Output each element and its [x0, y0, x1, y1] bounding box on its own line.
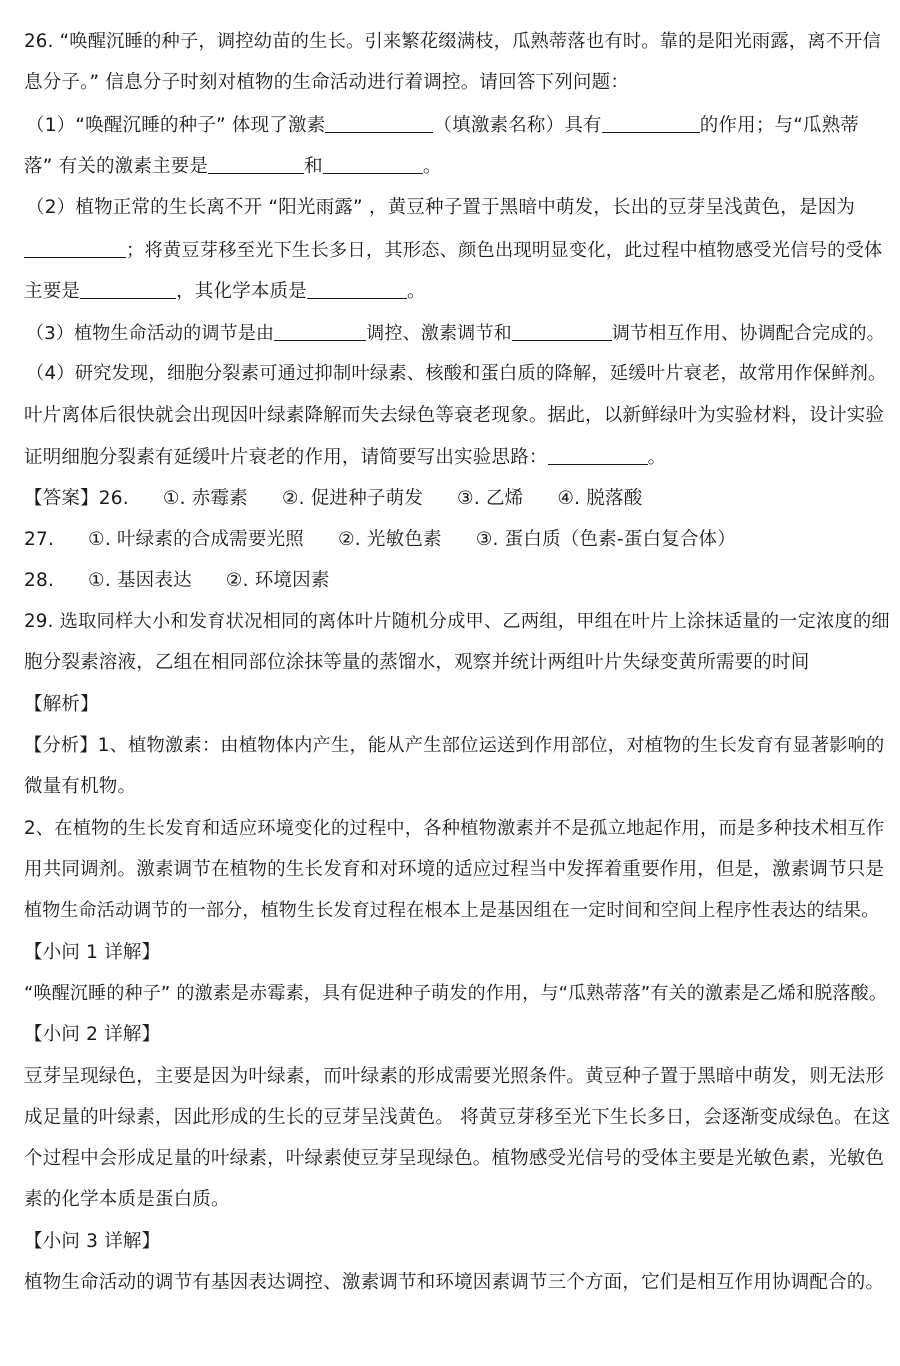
sub-question-2-line-1: 豆芽呈现绿色，主要是因为叶绿素，而叶绿素的形成需要光照条件。黄豆种子置于黑暗中萌发，则无法形 — [24, 1066, 885, 1087]
answer-blank — [24, 237, 126, 258]
text-segment: 调控、激素调节和 — [366, 323, 512, 344]
sub-question-2-line-4: 素的化学本质是蛋白质。 — [24, 1189, 230, 1210]
answer-blank — [512, 320, 612, 341]
analysis-point-2-line-3: 植物生命活动调节的一部分，植物生长发育过程在根本上是基因组在一定时间和空间上程序性表达的结果。 — [24, 900, 880, 921]
answer-blank — [307, 278, 407, 299]
answer-blank — [325, 112, 433, 133]
answer-number: 27. — [24, 529, 55, 550]
analysis-point-2-line-1: 2、在植物的生长发育和适应环境变化的过程中，各种植物激素并不是孤立地起作用，而是多种技术相互作 — [24, 818, 885, 839]
answer-blank — [208, 153, 304, 174]
text-segment: （填激素名称）具有 — [433, 115, 602, 136]
q26-part2-line-1: （2）植物正常的生长离不开 “阳光雨露” ，黄豆种子置于黑暗中萌发，长出的豆芽呈浅黄色，是因为 — [26, 197, 856, 218]
sub-question-2-line-2: 成足量的叶绿素，因此形成的生长的豆芽呈浅黄色。 将黄豆芽移至光下生长多日，会逐渐变成绿色。在这 — [24, 1107, 891, 1128]
q26-part3-line — [26, 320, 885, 347]
q26-part1-line-1 — [26, 112, 859, 139]
answer-blank — [80, 278, 176, 299]
sub-question-1-text: “唤醒沉睡的种子” 的激素是赤霉素，具有促进种子萌发的作用，与“瓜熟蒂落”有关的激素是乙烯和脱落酸。 — [24, 983, 888, 1004]
text-segment: ，其化学本质是 — [176, 281, 308, 302]
answer-item: ②. 环境因素 — [225, 570, 330, 591]
text-segment: 。 — [407, 281, 426, 302]
sub-question-2-line-3: 个过程中会形成足量的叶绿素，叶绿素使豆芽呈现绿色。植物感受光信号的受体主要是光敏色素，光敏色 — [24, 1148, 885, 1169]
text-segment: 证明细胞分裂素有延缓叶片衰老的作用，请简要写出实验思路： — [24, 447, 548, 468]
answer-line-28 — [24, 568, 330, 594]
answer-blank — [548, 444, 648, 465]
q26-intro-line-2: 息分子。” 信息分子时刻对植物的生命活动进行着调控。请回答下列问题： — [24, 72, 630, 93]
q26-part4-line-1: （4）研究发现，细胞分裂素可通过抑制叶绿素、核酸和蛋白质的降解，延缓叶片衰老，故常用作保鲜剂。 — [26, 363, 887, 384]
answer-item: ④. 脱落酸 — [557, 488, 643, 509]
answer-item: ③. 乙烯 — [457, 488, 524, 509]
q26-intro-line-1: 26. “唤醒沉睡的种子，调控幼苗的生长。引来繁花缀满枝，瓜熟蒂落也有时。靠的是阳光雨露，离不开信 — [24, 31, 882, 52]
answer-label: 【答案】26. — [24, 488, 129, 509]
answer-item: ②. 光敏色素 — [337, 529, 442, 550]
answer-blank — [323, 153, 423, 174]
answer-item: ①. 叶绿素的合成需要光照 — [88, 529, 304, 550]
text-segment: 落” 有关的激素主要是 — [24, 156, 209, 177]
q26-part4-line-2: 叶片离体后很快就会出现因叶绿素降解而失去绿色等衰老现象。据此，以新鲜绿叶为实验材料，设计实验 — [24, 405, 885, 426]
answer-item: ①. 赤霉素 — [162, 488, 248, 509]
text-segment: 。 — [422, 156, 442, 177]
answer-number: 28. — [24, 570, 55, 591]
q26-part2-line-2 — [24, 237, 882, 264]
text-segment: 主要是 — [24, 281, 81, 302]
answer-blank — [602, 112, 700, 133]
answer-item: ②. 促进种子萌发 — [281, 488, 424, 509]
analysis-point-1-line-1: 【分析】1、植物激素：由植物体内产生，能从产生部位运送到作用部位，对植物的生长发育有显著影响的 — [24, 735, 885, 756]
text-segment: （3）植物生命活动的调节是由 — [26, 323, 275, 344]
analysis-label: 【解析】 — [24, 694, 99, 715]
text-segment: 和 — [304, 156, 323, 177]
sub-question-3-text: 植物生命活动的调节有基因表达调控、激素调节和环境因素调节三个方面，它们是相互作用协调配合的。 — [24, 1272, 885, 1293]
answer-line-27 — [24, 527, 736, 553]
text-segment: （1）“唤醒沉睡的种子” 体现了激素 — [26, 115, 326, 136]
answer-line-26 — [24, 486, 642, 512]
q26-part4-line-3 — [24, 444, 666, 471]
answer-item: ③. 蛋白质（色素-蛋白复合体） — [475, 529, 736, 550]
text-segment: 的作用；与“瓜熟蒂 — [699, 115, 860, 136]
answer-29-line-2: 胞分裂素溶液，乙组在相同部位涂抹等量的蒸馏水，观察并统计两组叶片失绿变黄所需要的时间 — [24, 652, 810, 673]
analysis-point-1-line-2: 微量有机物。 — [24, 776, 137, 797]
text-segment: 。 — [647, 447, 667, 468]
text-segment: 调节相互作用、协调配合完成的。 — [611, 323, 885, 344]
answer-blank — [274, 320, 366, 341]
sub-question-1-label: 【小问 1 详解】 — [24, 942, 161, 963]
analysis-point-2-line-2: 用共同调剂。激素调节在植物的生长发育和对环境的适应过程当中发挥着重要作用，但是，激素调节只是 — [24, 859, 885, 880]
sub-question-2-label: 【小问 2 详解】 — [24, 1024, 161, 1045]
q26-part1-line-2 — [24, 153, 442, 180]
answer-item: ①. 基因表达 — [88, 570, 192, 591]
answer-29-line-1: 29. 选取同样大小和发育状况相同的离体叶片随机分成甲、乙两组，甲组在叶片上涂抹适量的一定浓度的细 — [24, 611, 890, 632]
q26-part2-line-3 — [24, 278, 426, 305]
text-segment: ；将黄豆芽移至光下生长多日，其形态、颜色出现明显变化，此过程中植物感受光信号的受体 — [126, 240, 883, 261]
sub-question-3-label: 【小问 3 详解】 — [24, 1231, 161, 1252]
